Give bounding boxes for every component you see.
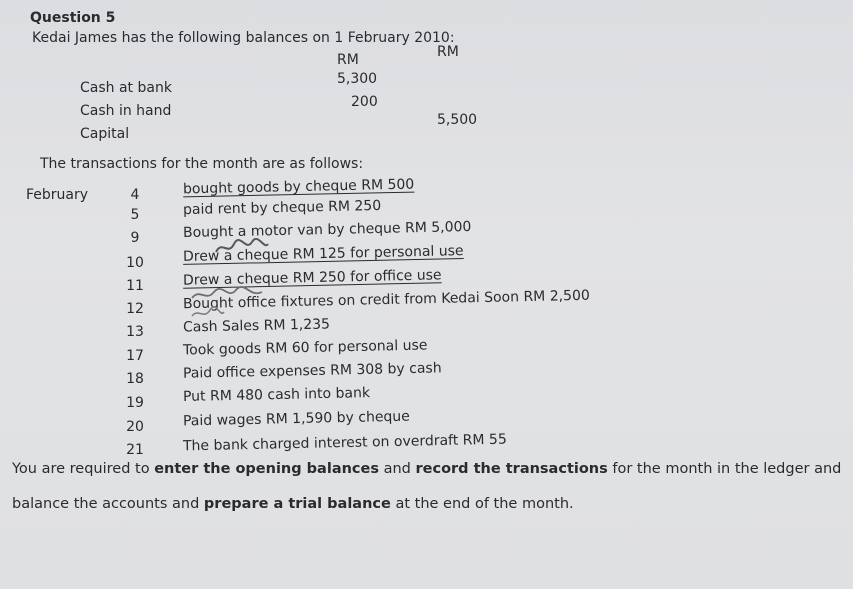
transaction-day: 9 <box>130 230 140 246</box>
balance-label-cash-in-hand: Cash in hand <box>80 103 172 119</box>
transaction-description: Paid office expenses RM 308 by cash <box>182 360 442 382</box>
balance-label-capital: Capital <box>80 126 130 142</box>
instruction-line-2: balance the accounts and prepare a trial balance at the end of the month. <box>12 496 574 512</box>
transaction-description: Cash Sales RM 1,235 <box>182 316 331 336</box>
transaction-description: Drew a cheque RM 125 for personal use <box>182 243 464 265</box>
transaction-description: Bought office fixtures on credit from Kedai Soon RM 2,500 <box>182 287 590 313</box>
transaction-day: 20 <box>126 419 144 435</box>
transactions-heading: The transactions for the month are as follows: <box>40 156 364 172</box>
balance-debit-cash-in-hand: 200 <box>351 94 378 110</box>
transaction-description: Bought a motor van by cheque RM 5,000 <box>182 218 472 242</box>
instruction-emphasis: enter the opening balances <box>154 461 379 477</box>
balance-credit-capital: 5,500 <box>437 112 478 128</box>
transaction-description: bought goods by cheque RM 500 <box>182 176 415 198</box>
month-label: February <box>26 187 89 203</box>
transaction-row <box>0 287 760 319</box>
transaction-description: Took goods RM 60 for personal use <box>182 337 428 359</box>
transaction-day: 11 <box>126 278 144 294</box>
transaction-description: paid rent by cheque RM 250 <box>182 197 382 219</box>
balance-debit-cash-at-bank: 5,300 <box>337 71 378 87</box>
credit-column-header: RM <box>437 44 459 60</box>
transaction-description: The bank charged interest on overdraft RM 55 <box>182 431 507 455</box>
transaction-day: 21 <box>126 442 144 458</box>
instruction-emphasis: record the transactions <box>415 461 608 477</box>
transaction-day: 13 <box>126 324 144 340</box>
transaction-day: 19 <box>126 395 144 411</box>
transaction-row <box>0 218 760 247</box>
question-intro: Kedai James has the following balances on 1 February 2010: <box>32 30 455 46</box>
transaction-day: 17 <box>126 348 144 364</box>
transaction-day: 4 <box>130 187 140 203</box>
question-title: Question 5 <box>30 10 116 26</box>
transaction-day: 18 <box>126 371 144 387</box>
transaction-day: 12 <box>126 301 144 317</box>
instruction-line-1: You are required to enter the opening balances and record the transactions for the month in the ledger and <box>12 461 842 477</box>
transaction-row <box>0 360 760 391</box>
transaction-day: 5 <box>130 207 140 223</box>
transaction-description: Put RM 480 cash into bank <box>182 385 371 405</box>
transaction-description: Drew a cheque RM 250 for office use <box>182 267 442 289</box>
transaction-day: 10 <box>126 255 144 271</box>
transaction-description: Paid wages RM 1,590 by cheque <box>182 408 411 430</box>
balance-label-cash-at-bank: Cash at bank <box>80 80 172 96</box>
debit-column-header: RM <box>337 52 359 68</box>
instruction-emphasis: prepare a trial balance <box>203 496 391 512</box>
